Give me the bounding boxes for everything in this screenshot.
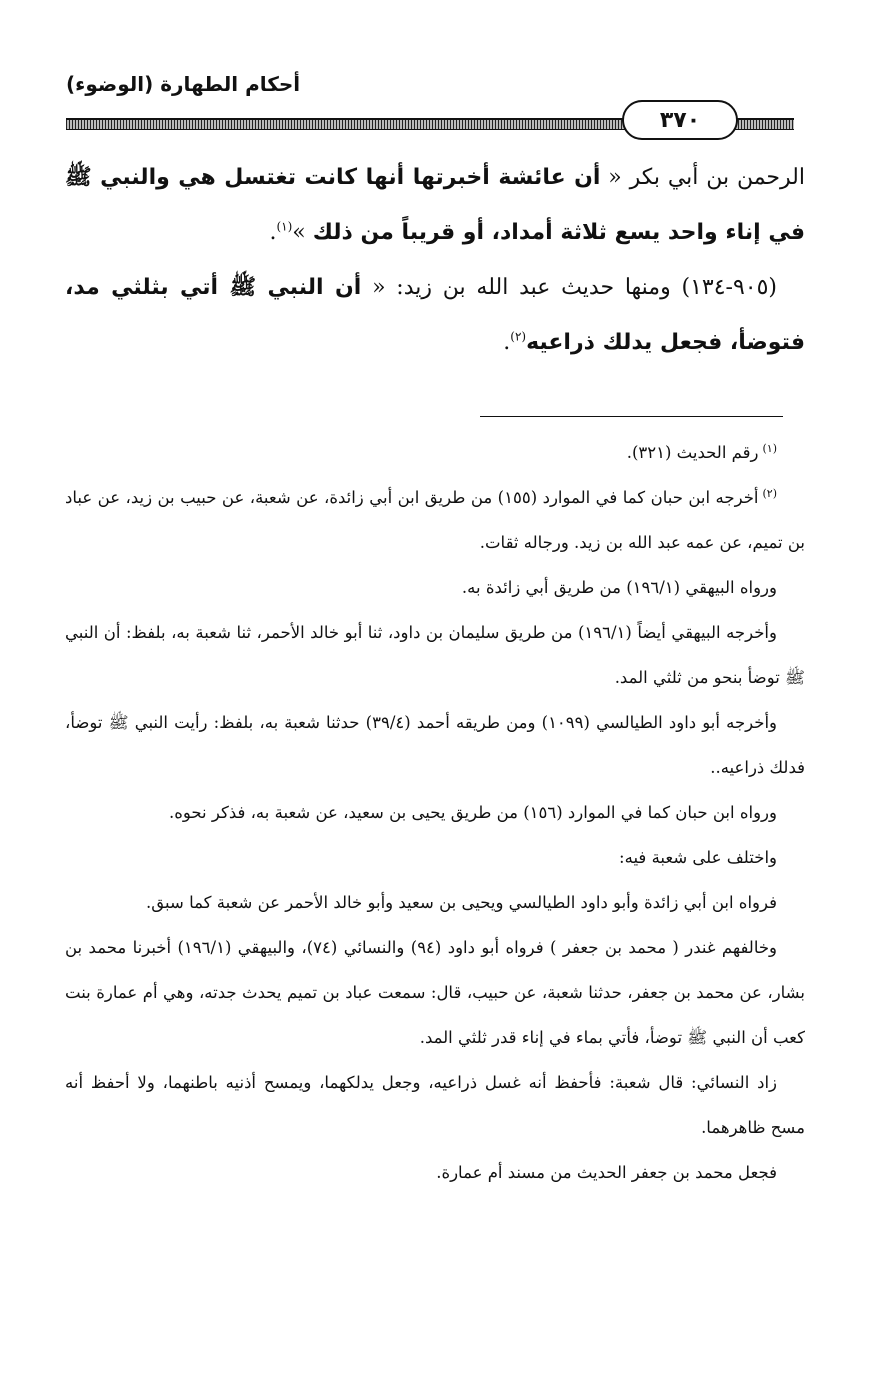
main-p2-plain: (٩٠٥-١٣٤) ومنها حديث عبد الله بن زيد: « (361, 275, 777, 300)
main-paragraph-1 (65, 150, 805, 260)
footnote-1 (65, 430, 805, 475)
footnote-ref-1: (١) (276, 219, 293, 234)
footnote-paragraph: وخالفهم غندر ( محمد بن جعفر ) فرواه أبو داود (٩٤) والنسائي (٧٤)، والبيهقي (١٩٦/١) أخبرنا محمد بن بشار، عن محمد بن جعفر، حدثنا شعبة، عن حبيب، قال: سمعت عباد بن تميم يحدث جدته، وهي أم عمارة بنت كعب أن النبي ﷺ توضأ، فأتي بماء في إناء قدر ثلثي المد. (65, 938, 805, 1047)
footnote-paragraph: وأخرجه أبو داود الطيالسي (١٠٩٩) ومن طريقه أحمد (٣٩/٤) حدثنا شعبة به، بلفظ: رأيت النبي ﷺ توضأ، فدلك ذراعيه.. (65, 713, 805, 777)
main-p1-quote-close: » (292, 220, 313, 245)
main-text (65, 150, 805, 370)
footnote-paragraph: وأخرجه البيهقي أيضاً (١٩٦/١) من طريق سليمان بن داود، ثنا أبو خالد الأحمر، ثنا شعبة به، بلفظ: أن النبي ﷺ توضأ بنحو من ثلثي المد. (65, 623, 805, 687)
footnote-2-text: أخرجه ابن حبان كما في الموارد (١٥٥) من طريق ابن أبي زائدة، عن شعبة، عن حبيب بن زيد، عن عباد بن تميم، عن عمه عبد الله بن زيد. ورجاله ثقات. (65, 488, 805, 552)
footnote-paragraph: ورواه البيهقي (١٩٦/١) من طريق أبي زائدة به. (461, 578, 777, 597)
footnotes (65, 430, 805, 1195)
main-p1-plain: الرحمن بن أبي بكر « (600, 165, 805, 190)
footnote-paragraph: ورواه ابن حبان كما في الموارد (١٥٦) من طريق يحيى بن سعيد، عن شعبة به، فذكر نحوه. (168, 803, 777, 822)
footnote-2 (65, 475, 805, 565)
main-p1-hadith: أن عائشة أخبرتها أنها كانت تغتسل هي والنبي ﷺ في إناء واحد يسع ثلاثة أمداد، أو قريباً من ذلك (65, 165, 805, 245)
footnote-paragraph: واختلف على شعبة فيه: (619, 848, 777, 867)
main-p2-tail: . (503, 330, 511, 355)
footnote-paragraph: فرواه ابن أبي زائدة وأبو داود الطيالسي ويحيى بن سعيد وأبو خالد الأحمر عن شعبة كما سبق. (146, 893, 777, 912)
footnote-1-number: (١) (762, 441, 777, 455)
main-p1-tail: . (269, 220, 277, 245)
footnote-paragraph: فجعل محمد بن جعفر الحديث من مسند أم عمارة. (436, 1163, 777, 1182)
footnote-paragraph: زاد النسائي: قال شعبة: فأحفظ أنه غسل ذراعيه، وجعل يدلكهما، ويمسح أذنيه باطنهما، ولا أحفظ أنه مسح ظاهرهما. (65, 1073, 805, 1137)
footnote-ref-2: (٢) (510, 329, 527, 344)
footnote-2-number: (٢) (762, 486, 777, 500)
main-p2-hadith: أن النبي ﷺ أتي بثلثي مد، فتوضأ، فجعل يدلك ذراعيه (65, 275, 805, 355)
footnote-separator (480, 416, 783, 417)
running-header-title: أحكام الطهارة (الوضوء) (66, 72, 301, 96)
main-paragraph-2 (65, 260, 805, 370)
page-number: ٣٧٠ (622, 100, 738, 140)
footnote-1-text: رقم الحديث (٣٢١). (626, 443, 759, 462)
